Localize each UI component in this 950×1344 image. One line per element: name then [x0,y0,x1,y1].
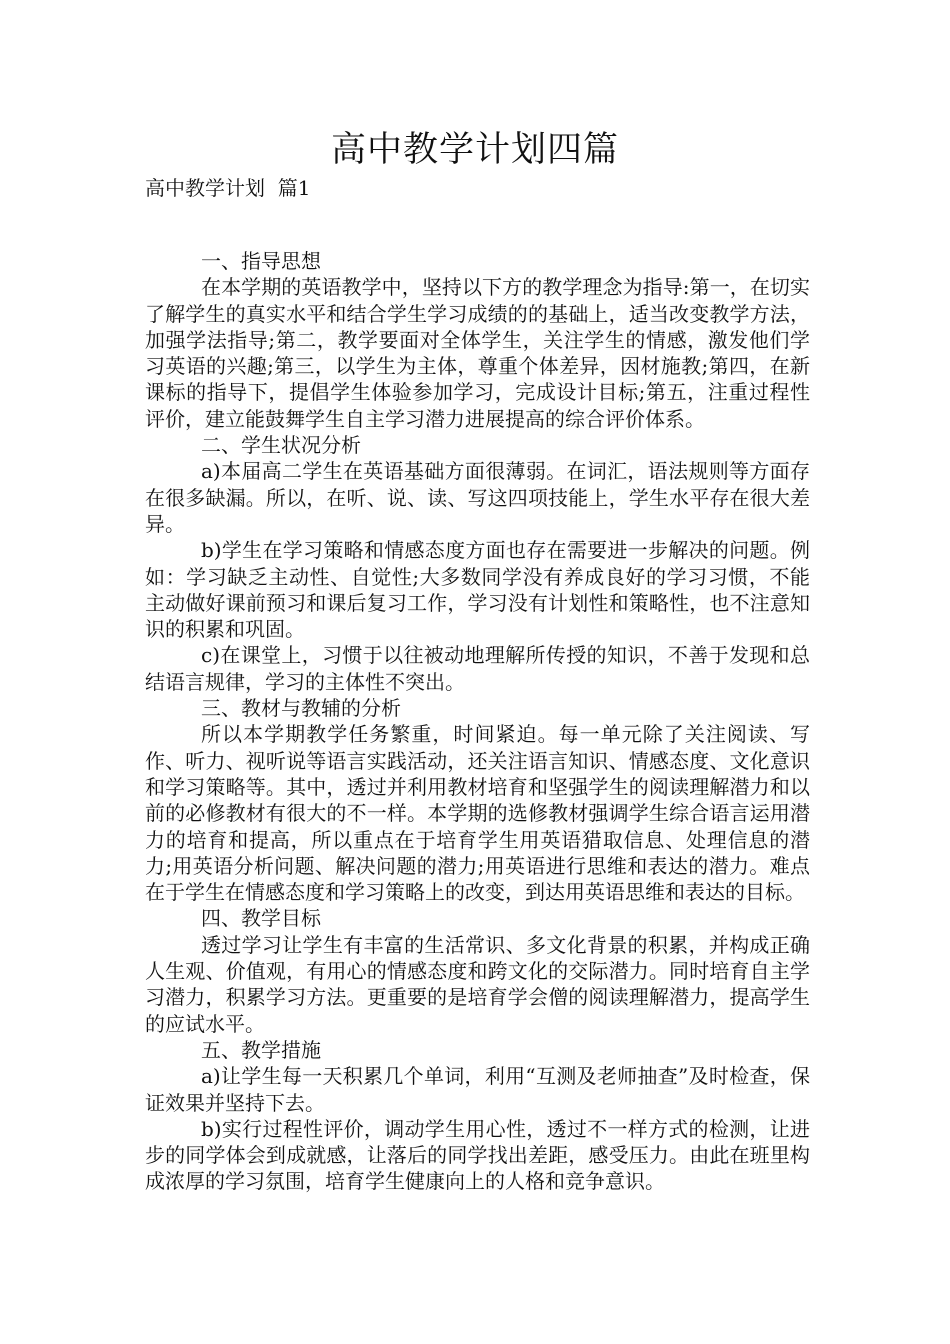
paragraph: 所以本学期教学任务繁重，时间紧迫。每一单元除了关注阅读、写作、听力、视听说等语言实践活动，还关注语言知识、情感态度、文化意识和学习策略等。其中，透过并利用教材培育和坚强学生的阅读理解潜力和以前的必修教材有很大的不一样。本学期的选修教材强调学生综合语言运用潜力的培育和提高，所以重点在于培育学生用英语猎取信息、处理信息的潜力;用英语分析问题、解决问题的潜力;用英语进行思维和表达的潜力。难点在于学生在情感态度和学习策略上的改变，到达用英语思维和表达的目标。 [145,722,810,905]
section-heading: 五、教学措施 [201,1037,321,1062]
section-heading: 一、指导思想 [201,249,321,273]
paragraph: a)让学生每一天积累几个单词，利用“互测及老师抽查”及时检查，保证效果并坚持下去。 [145,1064,810,1115]
section-heading: 三、教材与教辅的分析 [201,696,401,721]
paragraph: 在本学期的英语教学中，坚持以下方的教学理念为指导:第一，在切实了解学生的真实水平和结合学生学习成绩的的基础上，适当改变教学方法，加强学法指导;第二，教学要面对全体学生，关注学生的情感，激发他们学习英语的兴趣;第三，以学生为主体，尊重个体差异，因材施教;第四，在新课标的指导下，提倡学生体验参加学习，完成设计目标;第五，注重过程性评价，建立能鼓舞学生自主学习潜力进展提高的综合评价体系。 [145,275,810,431]
paragraph: c)在课堂上，习惯于以往被动地理解所传授的知识，不善于发现和总结语言规律，学习的主体性不突出。 [145,643,810,694]
paragraph: a)本届高二学生在英语基础方面很薄弱。在词汇，语法规则等方面存在很多缺漏。所以，在听、说、读、写这四项技能上，学生水平存在很大差异。 [145,459,810,536]
document-subtitle: 高中教学计划 篇1 [145,176,311,200]
section-heading: 四、教学目标 [201,906,321,931]
paragraph: 透过学习让学生有丰富的生活常识、多文化背景的积累，并构成正确人生观、价值观，有用心的情感态度和跨文化的交际潜力。同时培育自主学习潜力，积累学习方法。更重要的是培育学会僧的阅读理解潜力，提高学生的应试水平。 [145,932,810,1036]
document-title: 高中教学计划四篇 [330,130,619,170]
paragraph: b)实行过程性评价，调动学生用心性，透过不一样方式的检测，让进步的同学体会到成就感，让落后的同学找出差距，感受压力。由此在班里构成浓厚的学习氛围，培育学生健康向上的人格和竞争意识。 [145,1116,810,1194]
section-heading: 二、学生状况分析 [201,433,361,458]
paragraph: b)学生在学习策略和情感态度方面也存在需要进一步解决的问题。例如：学习缺乏主动性、自觉性;大多数同学没有养成良好的学习习惯，不能主动做好课前预习和课后复习工作，学习没有计划性和策略性，也不注意知识的积累和巩固。 [145,538,810,642]
document-body [145,248,810,1195]
